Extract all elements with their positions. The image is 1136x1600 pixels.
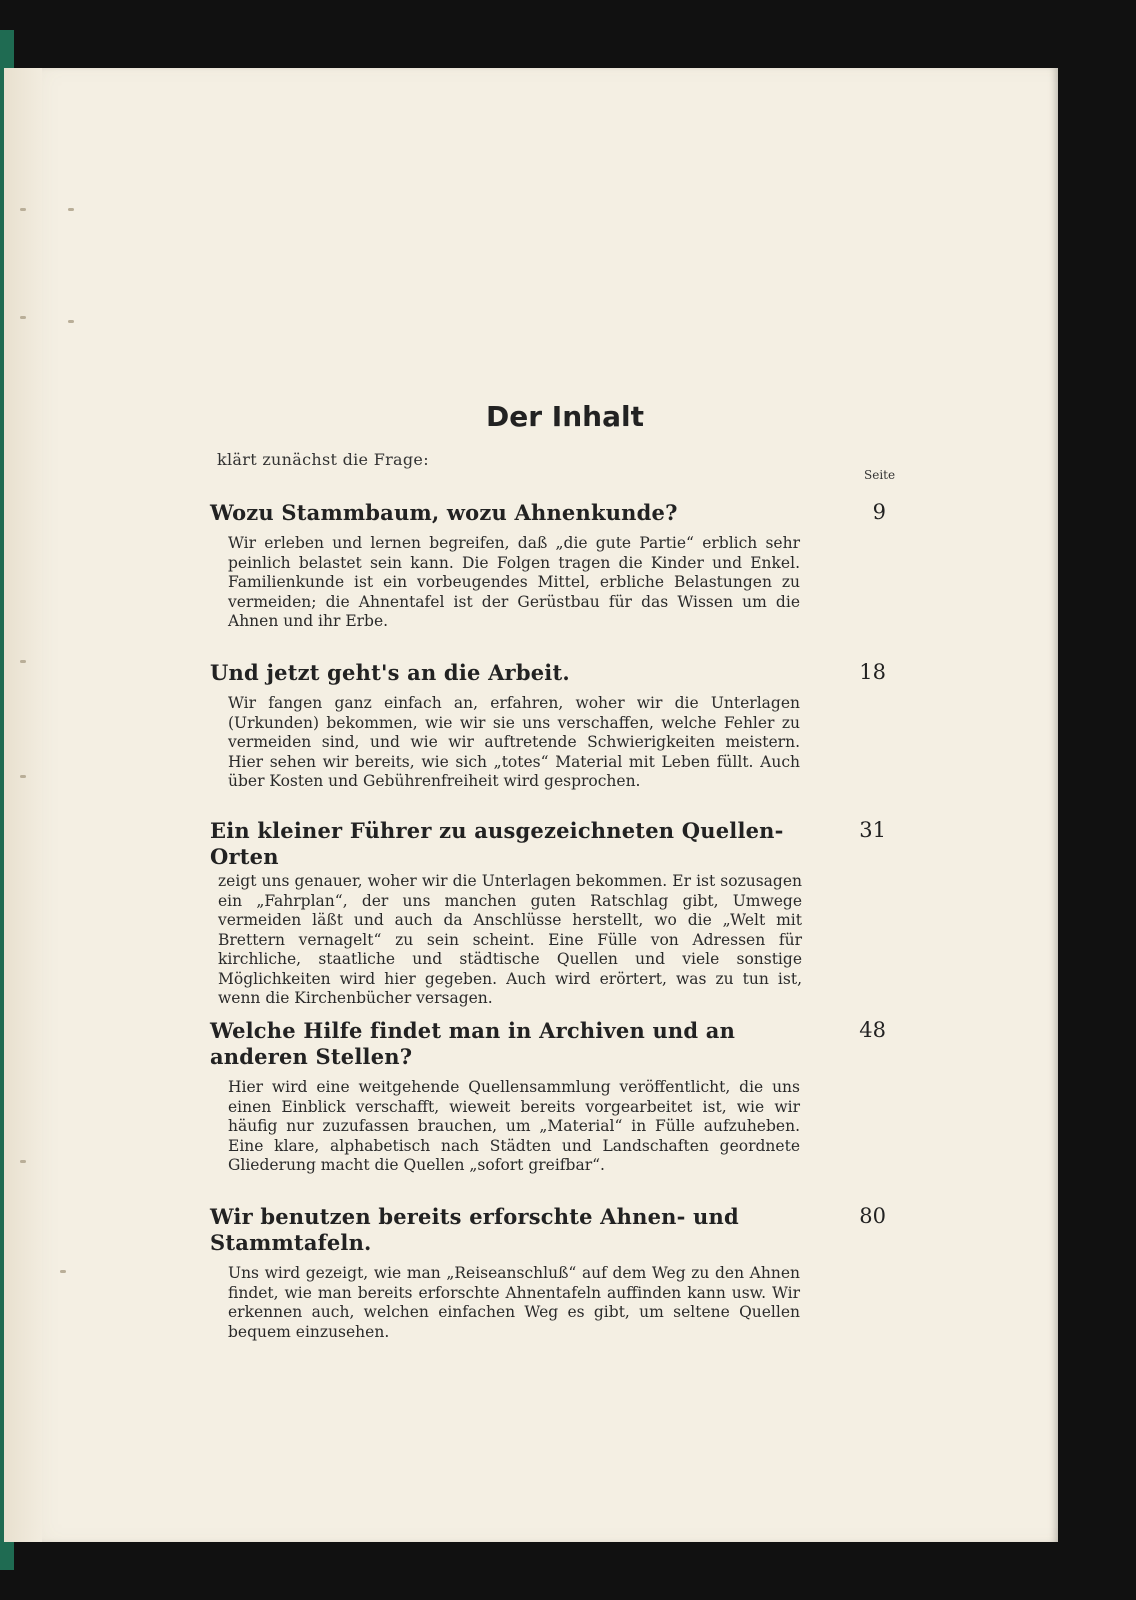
- page-title: Der Inhalt: [486, 400, 644, 433]
- toc-entry: [210, 818, 890, 1009]
- entry-description: Uns wird gezeigt, wie man „Reiseanschluß“ auf dem Weg zu den Ahnen findet, wie man bereits erforschte Ahnentafeln auffinden kann usw. Wir erkennen auch, welchen einfachen Weg es gibt, um seltene Quellen bequem einzusehen.: [228, 1264, 800, 1341]
- binding-hole: [20, 1160, 26, 1163]
- entry-title: Ein kleiner Führer zu ausgezeichneten Quellen-Orten: [210, 818, 784, 869]
- binding-hole: [68, 208, 74, 211]
- entry-title: Und jetzt geht's an die Arbeit.: [210, 660, 570, 685]
- entry-description: Hier wird eine weitgehende Quellensammlung veröffentlicht, die uns einen Einblick verschafft, wieweit bereits vorgearbeitet ist, wie wir häufig nur zuzufassen brauchen, um „Material“ in Fülle aufzuheben. Eine klare, alphabetisch nach Städten und Landschaften geordnete Gliederung macht die Quellen „sofort greifbar“.: [228, 1078, 800, 1174]
- page-column-label: Seite: [864, 468, 896, 482]
- intro-text: klärt zunächst die Frage:: [217, 450, 429, 469]
- entry-title: Wir benutzen bereits erforschte Ahnen- und Stammtafeln.: [210, 1204, 739, 1255]
- entry-page-number: 80: [859, 1204, 886, 1228]
- binding-hole: [20, 208, 26, 211]
- binding-hole: [20, 660, 26, 663]
- binding-hole: [20, 316, 26, 319]
- entry-description: Wir erleben und lernen begreifen, daß „die gute Partie“ erblich sehr peinlich belastet sein kann. Die Folgen tragen die Kinder und Enkel. Familienkunde ist ein vorbeugendes Mittel, erbliche Belastungen zu vermeiden; die Ahnentafel ist der Gerüstbau für das Wissen um die Ahnen und ihr Erbe.: [228, 534, 800, 630]
- toc-entry: [210, 1018, 890, 1176]
- entry-page-number: 9: [872, 500, 886, 524]
- entry-description: Wir fangen ganz einfach an, erfahren, woher wir die Unterlagen (Urkunden) bekommen, wie wir sie uns verschaffen, welche Fehler zu vermeiden sind, und wie wir auftretende Schwierigkeiten meistern. Hier sehen wir bereits, wie sich „totes“ Material mit Leben füllt. Auch über Kosten und Gebührenfreiheit wird gesprochen.: [228, 694, 800, 790]
- entry-description: zeigt uns genauer, woher wir die Unterlagen bekommen. Er ist sozusagen ein „Fahrplan“, der uns manchen guten Ratschlag gibt, Umwege vermeiden läßt und auch da Anschlüsse herstellt, wo die „Welt mit Brettern vernagelt“ zu sein scheint. Eine Fülle von Adressen für kirchliche, staatliche und städtische Quellen und viele sonstige Möglichkeiten wird hier gegeben. Auch wird erörtert, was zu tun ist, wenn die Kirchenbücher versagen.: [218, 872, 802, 1007]
- entry-page-number: 18: [859, 660, 886, 684]
- binding-hole: [68, 320, 74, 323]
- entry-page-number: 48: [859, 1018, 886, 1042]
- entry-page-number: 31: [859, 818, 886, 842]
- binding-hole: [60, 1270, 66, 1273]
- binding-hole: [20, 775, 26, 778]
- entry-title: Welche Hilfe findet man in Archiven und an anderen Stellen?: [210, 1018, 736, 1069]
- entry-title: Wozu Stammbaum, wozu Ahnenkunde?: [210, 500, 678, 525]
- page-gutter: [4, 68, 42, 1542]
- toc-entry: [210, 1204, 890, 1342]
- toc-entry: [210, 500, 890, 632]
- toc-entry: [210, 660, 890, 792]
